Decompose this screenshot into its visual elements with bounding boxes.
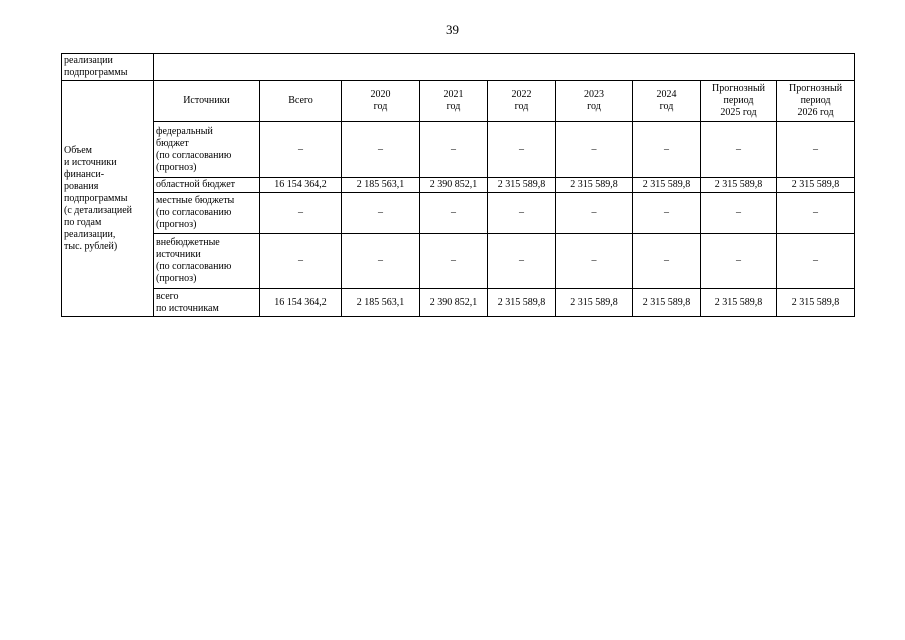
value-cell: 2 315 589,8 [488,178,556,193]
table-row [62,289,855,317]
source-cell: федеральный бюджет (по согласованию (прогноз) [154,122,260,178]
value-cell: 2 315 589,8 [701,289,777,317]
value-cell: 2 315 589,8 [488,289,556,317]
table-row [62,54,855,81]
header-cell: Источники [154,81,260,122]
realization-label: реализации подпрограммы [62,54,154,81]
value-cell: – [488,193,556,234]
value-cell: 2 315 589,8 [556,289,633,317]
value-cell: – [420,193,488,234]
header-cell: 2023 год [556,81,633,122]
value-cell: – [633,234,701,289]
value-cell: 2 315 589,8 [701,178,777,193]
header-row [62,81,855,122]
page-number: 39 [446,22,459,37]
table-row [62,122,855,178]
value-cell: – [701,193,777,234]
realization-value [154,54,855,81]
header-cell: 2022 год [488,81,556,122]
value-cell: 2 315 589,8 [633,289,701,317]
source-cell: областной бюджет [154,178,260,193]
value-cell: – [633,122,701,178]
value-cell: 2 185 563,1 [342,178,420,193]
table-row [62,234,855,289]
value-cell: – [701,234,777,289]
value-cell: – [556,234,633,289]
value-cell: – [420,234,488,289]
table-row [62,178,855,193]
value-cell: – [260,193,342,234]
table-row [62,193,855,234]
source-cell: местные бюджеты (по согласованию (прогноз) [154,193,260,234]
value-cell: – [488,234,556,289]
subprogram-table [61,53,855,317]
value-cell: 2 185 563,1 [342,289,420,317]
value-cell: 2 390 852,1 [420,178,488,193]
value-cell: 2 315 589,8 [556,178,633,193]
value-cell: – [777,122,855,178]
value-cell: – [488,122,556,178]
header-cell: 2024 год [633,81,701,122]
value-cell: 16 154 364,2 [260,289,342,317]
value-cell: – [420,122,488,178]
value-cell: – [556,193,633,234]
value-cell: – [777,234,855,289]
header-cell: Прогнозный период 2025 год [701,81,777,122]
header-cell: Прогнозный период 2026 год [777,81,855,122]
header-cell: 2020 год [342,81,420,122]
value-cell: 2 390 852,1 [420,289,488,317]
value-cell: – [556,122,633,178]
value-cell: – [701,122,777,178]
header-cell: 2021 год [420,81,488,122]
source-cell: внебюджетные источники (по согласованию (прогноз) [154,234,260,289]
finance-label: Объем и источники финанси- рования подпрограммы (с детализацией по годам реализации, тыс. рублей) [62,81,154,317]
value-cell: – [633,193,701,234]
header-cell: Всего [260,81,342,122]
value-cell: – [260,234,342,289]
value-cell: 2 315 589,8 [633,178,701,193]
value-cell: 2 315 589,8 [777,178,855,193]
value-cell: 16 154 364,2 [260,178,342,193]
value-cell: – [342,234,420,289]
value-cell: – [342,122,420,178]
value-cell: 2 315 589,8 [777,289,855,317]
value-cell: – [777,193,855,234]
source-cell: всего по источникам [154,289,260,317]
value-cell: – [260,122,342,178]
value-cell: – [342,193,420,234]
